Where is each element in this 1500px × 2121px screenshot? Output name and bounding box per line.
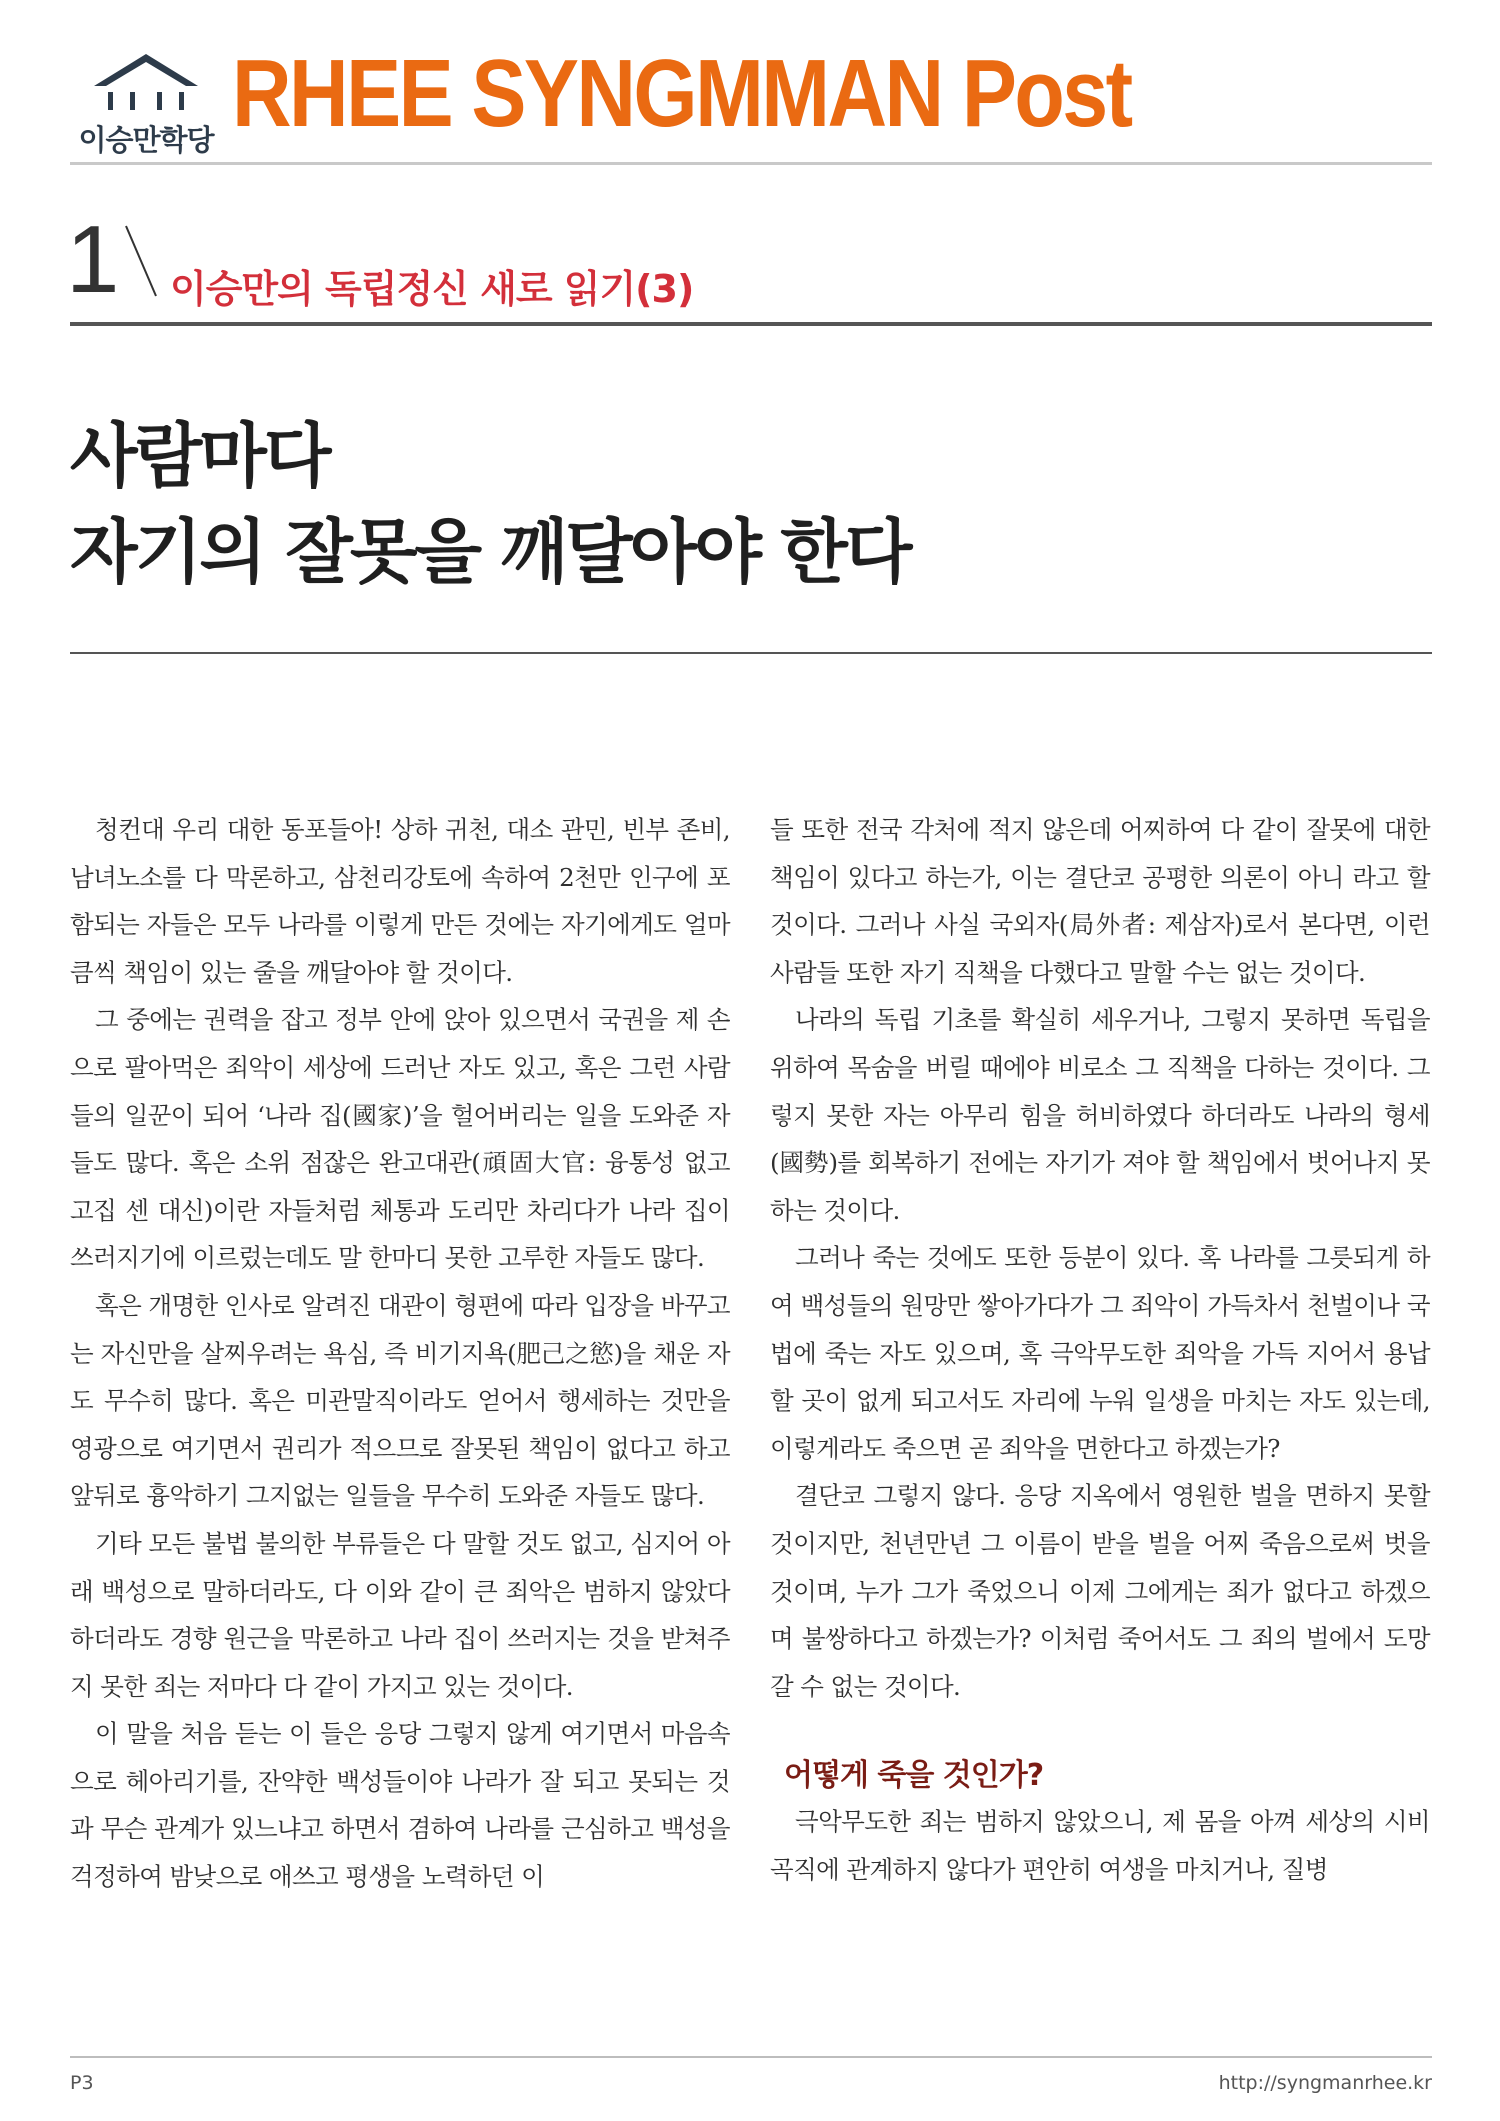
headline [70,408,910,600]
house-icon [86,52,206,118]
paragraph: 기타 모든 불법 불의한 부류들은 다 말할 것도 없고, 심지어 아래 백성으로 말하더라도, 다 이와 같이 큰 죄악은 범하지 않았다 하더라도 경향 원근을 막론하고 나라 집이 쓰러지는 것을 받쳐주지 못한 죄는 저마다 다 같이 가지고 있는 것이다. [70,1528,730,1701]
right-column [770,806,1430,1893]
headline-line-2: 자기의 잘못을 깨달아야 한다 [70,511,910,593]
subheading: 어떻게 죽을 것인가? [784,1758,1044,1794]
page-number: P3 [70,2072,94,2094]
header-divider [70,162,1432,165]
paragraph: 혹은 개명한 인사로 알려진 대관이 형편에 따라 입장을 바꾸고는 자신만을 살찌우려는 욕심, 즉 비기지욕(肥己之慾)을 채운 자도 무수히 많다. 혹은 미관말직이라도 얻어서 행세하는 것만을 영광으로 여기면서 권리가 적으므로 잘못된 책임이 없다고 하고 앞뒤로 흉악하기 그지없는 일들을 무수히 도와준 자들도 많다. [70,1290,730,1511]
logo [70,52,222,156]
masthead-title: RHEE SYNGMMAN Post [232,40,1131,147]
paragraph: 극악무도한 죄는 범하지 않았으니, 제 몸을 아껴 세상의 시비곡직에 관계하지 않다가 편안히 여생을 마치거나, 질병 [770,1807,1430,1884]
paragraph: 이 말을 처음 듣는 이 들은 응당 그렇지 않게 여기면서 마음속으로 헤아리기를, 잔약한 백성들이야 나라가 잘 되고 못되는 것과 무슨 관계가 있느냐고 하면서 겸하여 나라를 근심하고 백성을 걱정하여 밤낮으로 애쓰고 평생을 노력하던 이 [70,1719,731,1892]
paragraph: 나라의 독립 기초를 확실히 세우거나, 그렇지 못하면 독립을 위하여 목숨을 버릴 때에야 비로소 그 직책을 다하는 것이다. 그렇지 못한 자는 아무리 힘을 허비하였다 하더라도 나라의 형세(國勢)를 회복하기 전에는 자기가 져야 할 책임에서 벗어나지 못하는 것이다. [770,1005,1430,1225]
paragraph: 결단코 그렇지 않다. 응당 지옥에서 영원한 벌을 면하지 못할 것이지만, 천년만년 그 이름이 받을 벌을 어찌 죽음으로써 벗을 것이며, 누가 그가 죽었으니 이제 그에게는 죄가 없다고 하겠으며 불쌍하다고 하겠는가? 이처럼 죽어서도 그 죄의 벌에서 도망갈 수 없는 것이다. [770,1481,1430,1701]
backslash-divider-icon [122,222,162,300]
section-divider [70,322,1432,326]
headline-line-1: 사람마다 [70,415,329,497]
paragraph: 청컨대 우리 대한 동포들아! 상하 귀천, 대소 관민, 빈부 존비, 남녀노소를 다 막론하고, 삼천리강토에 속하여 2천만 인구에 포함되는 자들은 모두 나라를 이렇게 만든 것에는 자기에게도 얼마큼씩 책임이 있는 줄을 깨달아야 할 것이다. [70,815,730,987]
paragraph: 그 중에는 권력을 잡고 정부 안에 앉아 있으면서 국권을 제 손으로 팔아먹은 죄악이 세상에 드러난 자도 있고, 혹은 그런 사람들의 일꾼이 되어 ‘나라 집(國家)’을 헐어버리는 일을 도와준 자들도 많다. 혹은 소위 점잖은 완고대관(頑固大官: 융통성 없고 고집 센 대신)이란 자들처럼 체통과 도리만 차리다가 나라 집이 쓰러지기에 이르렀는데도 말 한마디 못한 고루한 자들도 많다. [70,1005,730,1273]
paragraph: 그러나 죽는 것에도 또한 등분이 있다. 혹 나라를 그릇되게 하여 백성들의 원망만 쌓아가다가 그 죄악이 가득차서 천벌이나 국법에 죽는 자도 있으며, 혹 극악무도한 죄악을 가득 지어서 용납할 곳이 없게 되고서도 자리에 누워 일생을 마치는 자도 있는데, 이렇게라도 죽으면 곧 죄악을 면한다고 하겠는가? [770,1243,1430,1463]
footer-divider [70,2056,1432,2058]
paragraph: 들 또한 전국 각처에 적지 않은데 어찌하여 다 같이 잘못에 대한 책임이 있다고 하는가, 이는 결단코 공평한 의론이 아니 라고 할 것이다. 그러나 사실 국외자(局外者: 제삼자)로서 본다면, 이런 사람들 또한 자기 직책을 다했다고 말할 수는 없는 것이다. [770,815,1430,987]
footer-url[interactable]: http://syngmanrhee.kr [1218,2072,1432,2094]
section-number: 1 [66,206,116,313]
logo-text: 이승만학당 [78,123,214,157]
section-title: 이승만의 독립정신 새로 읽기(3) [170,267,694,311]
left-column [70,806,730,1901]
headline-divider [70,652,1432,654]
